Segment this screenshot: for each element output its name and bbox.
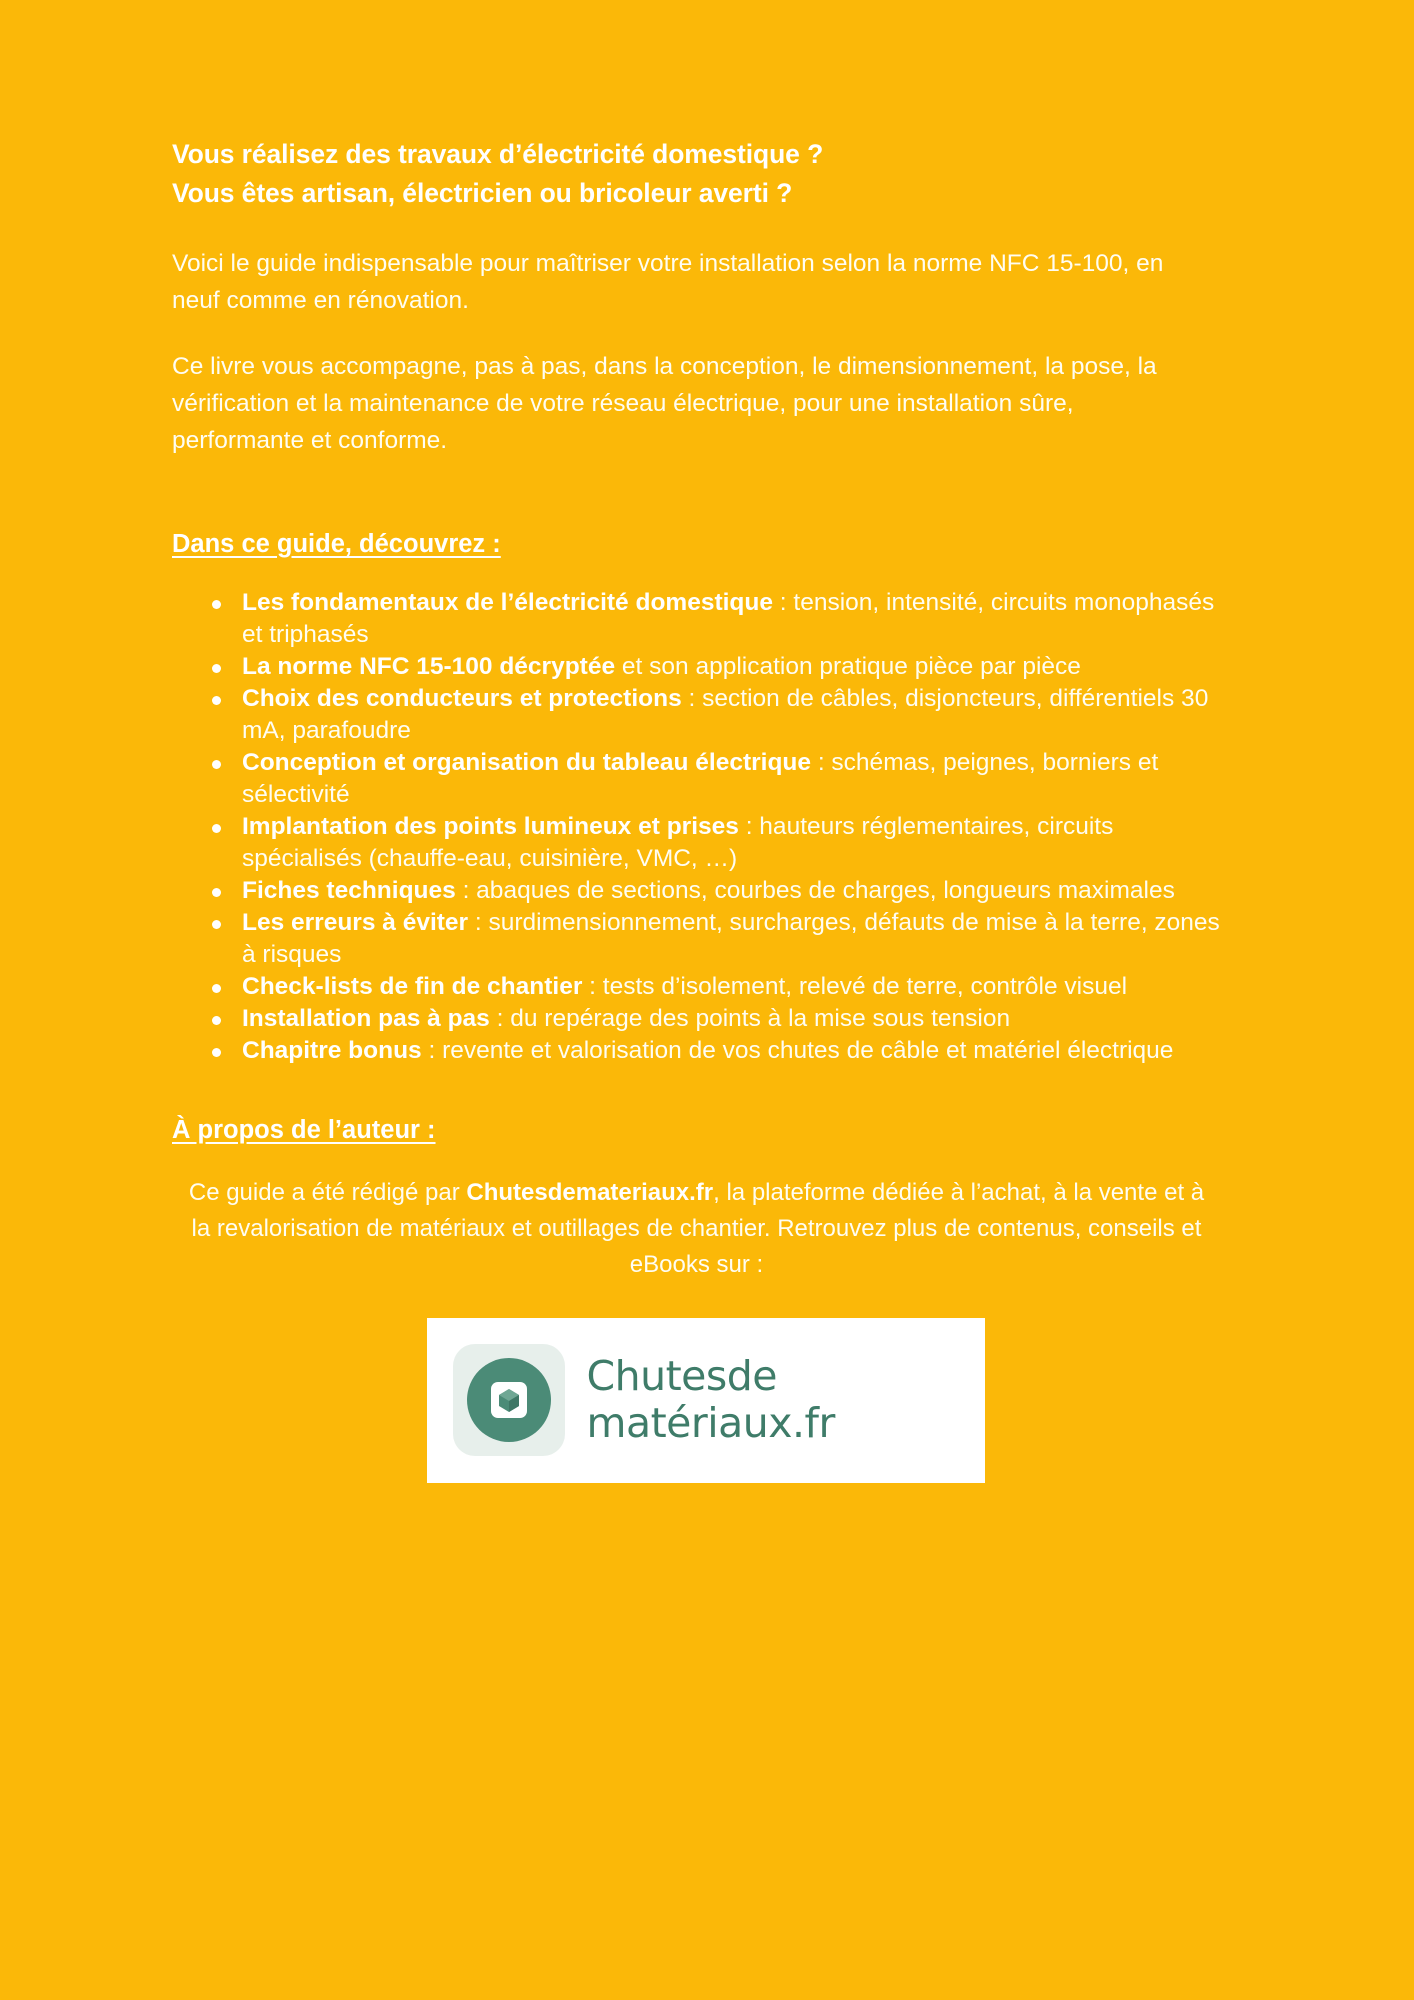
guide-feature-list — [172, 587, 1239, 1067]
list-item-title: La norme NFC 15-100 décryptée — [242, 652, 616, 680]
intro-paragraph-2: Ce livre vous accompagne, pas à pas, dans la conception, le dimensionnement, la pose, la vérification et la maintenance de votre réseau électrique, pour une installation sûre, performante et conforme. — [172, 353, 1157, 454]
bullet-dot-icon — [212, 824, 221, 833]
list-item — [172, 747, 1239, 811]
bullet-dot-icon — [212, 1016, 221, 1025]
list-item — [172, 875, 1239, 907]
bullet-dot-icon — [212, 984, 221, 993]
list-item-detail: : surdimensionnement, surcharges, défauts de mise à la terre, zones à risques — [242, 908, 1220, 968]
bullet-dot-icon — [212, 600, 221, 609]
list-item-detail: : section de câbles, disjoncteurs, différentiels 30 mA, parafoudre — [242, 684, 1209, 744]
headline-line-1: Vous réalisez des travaux d’électricité domestique ? — [172, 139, 824, 169]
author-description — [172, 1175, 1239, 1283]
list-item-title: Installation pas à pas — [242, 1004, 490, 1032]
bullet-dot-icon — [212, 696, 221, 705]
brand-logo-card — [427, 1318, 985, 1483]
list-item-title: Conception et organisation du tableau électrique — [242, 748, 812, 776]
logo-container — [172, 1318, 1239, 1483]
logo-circle — [467, 1358, 551, 1442]
list-item-title: Choix des conducteurs et protections — [242, 684, 682, 712]
author-section-heading: À propos de l’auteur : — [172, 1115, 436, 1144]
list-item-title: Les fondamentaux de l’électricité domestique — [242, 588, 773, 616]
list-item-detail: : du repérage des points à la mise sous tension — [489, 1004, 1011, 1032]
list-item-detail: et son application pratique pièce par pièce — [615, 652, 1081, 680]
brand-name: Chutesdemateriaux.fr — [466, 1178, 714, 1206]
logo-mark-tile — [453, 1344, 565, 1456]
list-item-detail: : tests d’isolement, relevé de terre, contrôle visuel — [582, 972, 1128, 1000]
logo-text-line-1: Chutesde — [586, 1352, 778, 1400]
bullet-dot-icon — [212, 888, 221, 897]
bullet-dot-icon — [212, 760, 221, 769]
author-text-after: , la plateforme dédiée à l’achat, à la vente et à la revalorisation de matériaux et outillages de chantier. Retrouvez plus de contenus, conseils et eBooks sur : — [191, 1178, 1205, 1278]
author-text-before: Ce guide a été rédigé par — [188, 1178, 467, 1206]
list-item-detail: : hauteurs réglementaires, circuits spécialisés (chauffe-eau, cuisinière, VMC, …) — [242, 812, 1114, 872]
list-item — [172, 907, 1239, 971]
list-item-title: Fiches techniques — [242, 876, 456, 904]
list-item-detail: : abaques de sections, courbes de charges, longueurs maximales — [455, 876, 1175, 904]
guide-section-heading: Dans ce guide, découvrez : — [172, 529, 501, 558]
bullet-dot-icon — [212, 920, 221, 929]
list-item-title: Implantation des points lumineux et prises — [242, 812, 739, 840]
list-item — [172, 971, 1239, 1003]
intro-paragraph-1: Voici le guide indispensable pour maîtriser votre installation selon la norme NFC 15-100, en neuf comme en rénovation. — [172, 250, 1164, 314]
headline-line-2: Vous êtes artisan, électricien ou bricoleur averti ? — [172, 178, 793, 208]
list-item-title: Check-lists de fin de chantier — [242, 972, 583, 1000]
list-item-title: Les erreurs à éviter — [242, 908, 469, 936]
list-item-detail: : schémas, peignes, borniers et sélectivité — [242, 748, 1159, 808]
bullet-dot-icon — [212, 1048, 221, 1057]
list-item — [172, 651, 1239, 683]
page-title — [172, 135, 1239, 213]
list-item-detail: : revente et valorisation de vos chutes de câble et matériel électrique — [421, 1036, 1174, 1064]
list-item — [172, 1035, 1239, 1067]
list-item — [172, 683, 1239, 747]
list-item-title: Chapitre bonus — [242, 1036, 422, 1064]
bullet-dot-icon — [212, 664, 221, 673]
list-item — [172, 811, 1239, 875]
list-item — [172, 587, 1239, 651]
list-item — [172, 1003, 1239, 1035]
list-item-detail: : tension, intensité, circuits monophasés et triphasés — [242, 588, 1215, 648]
cube-box-icon — [486, 1377, 532, 1423]
logo-wordmark — [587, 1353, 835, 1447]
logo-text-line-2: matériaux.fr — [586, 1399, 835, 1447]
